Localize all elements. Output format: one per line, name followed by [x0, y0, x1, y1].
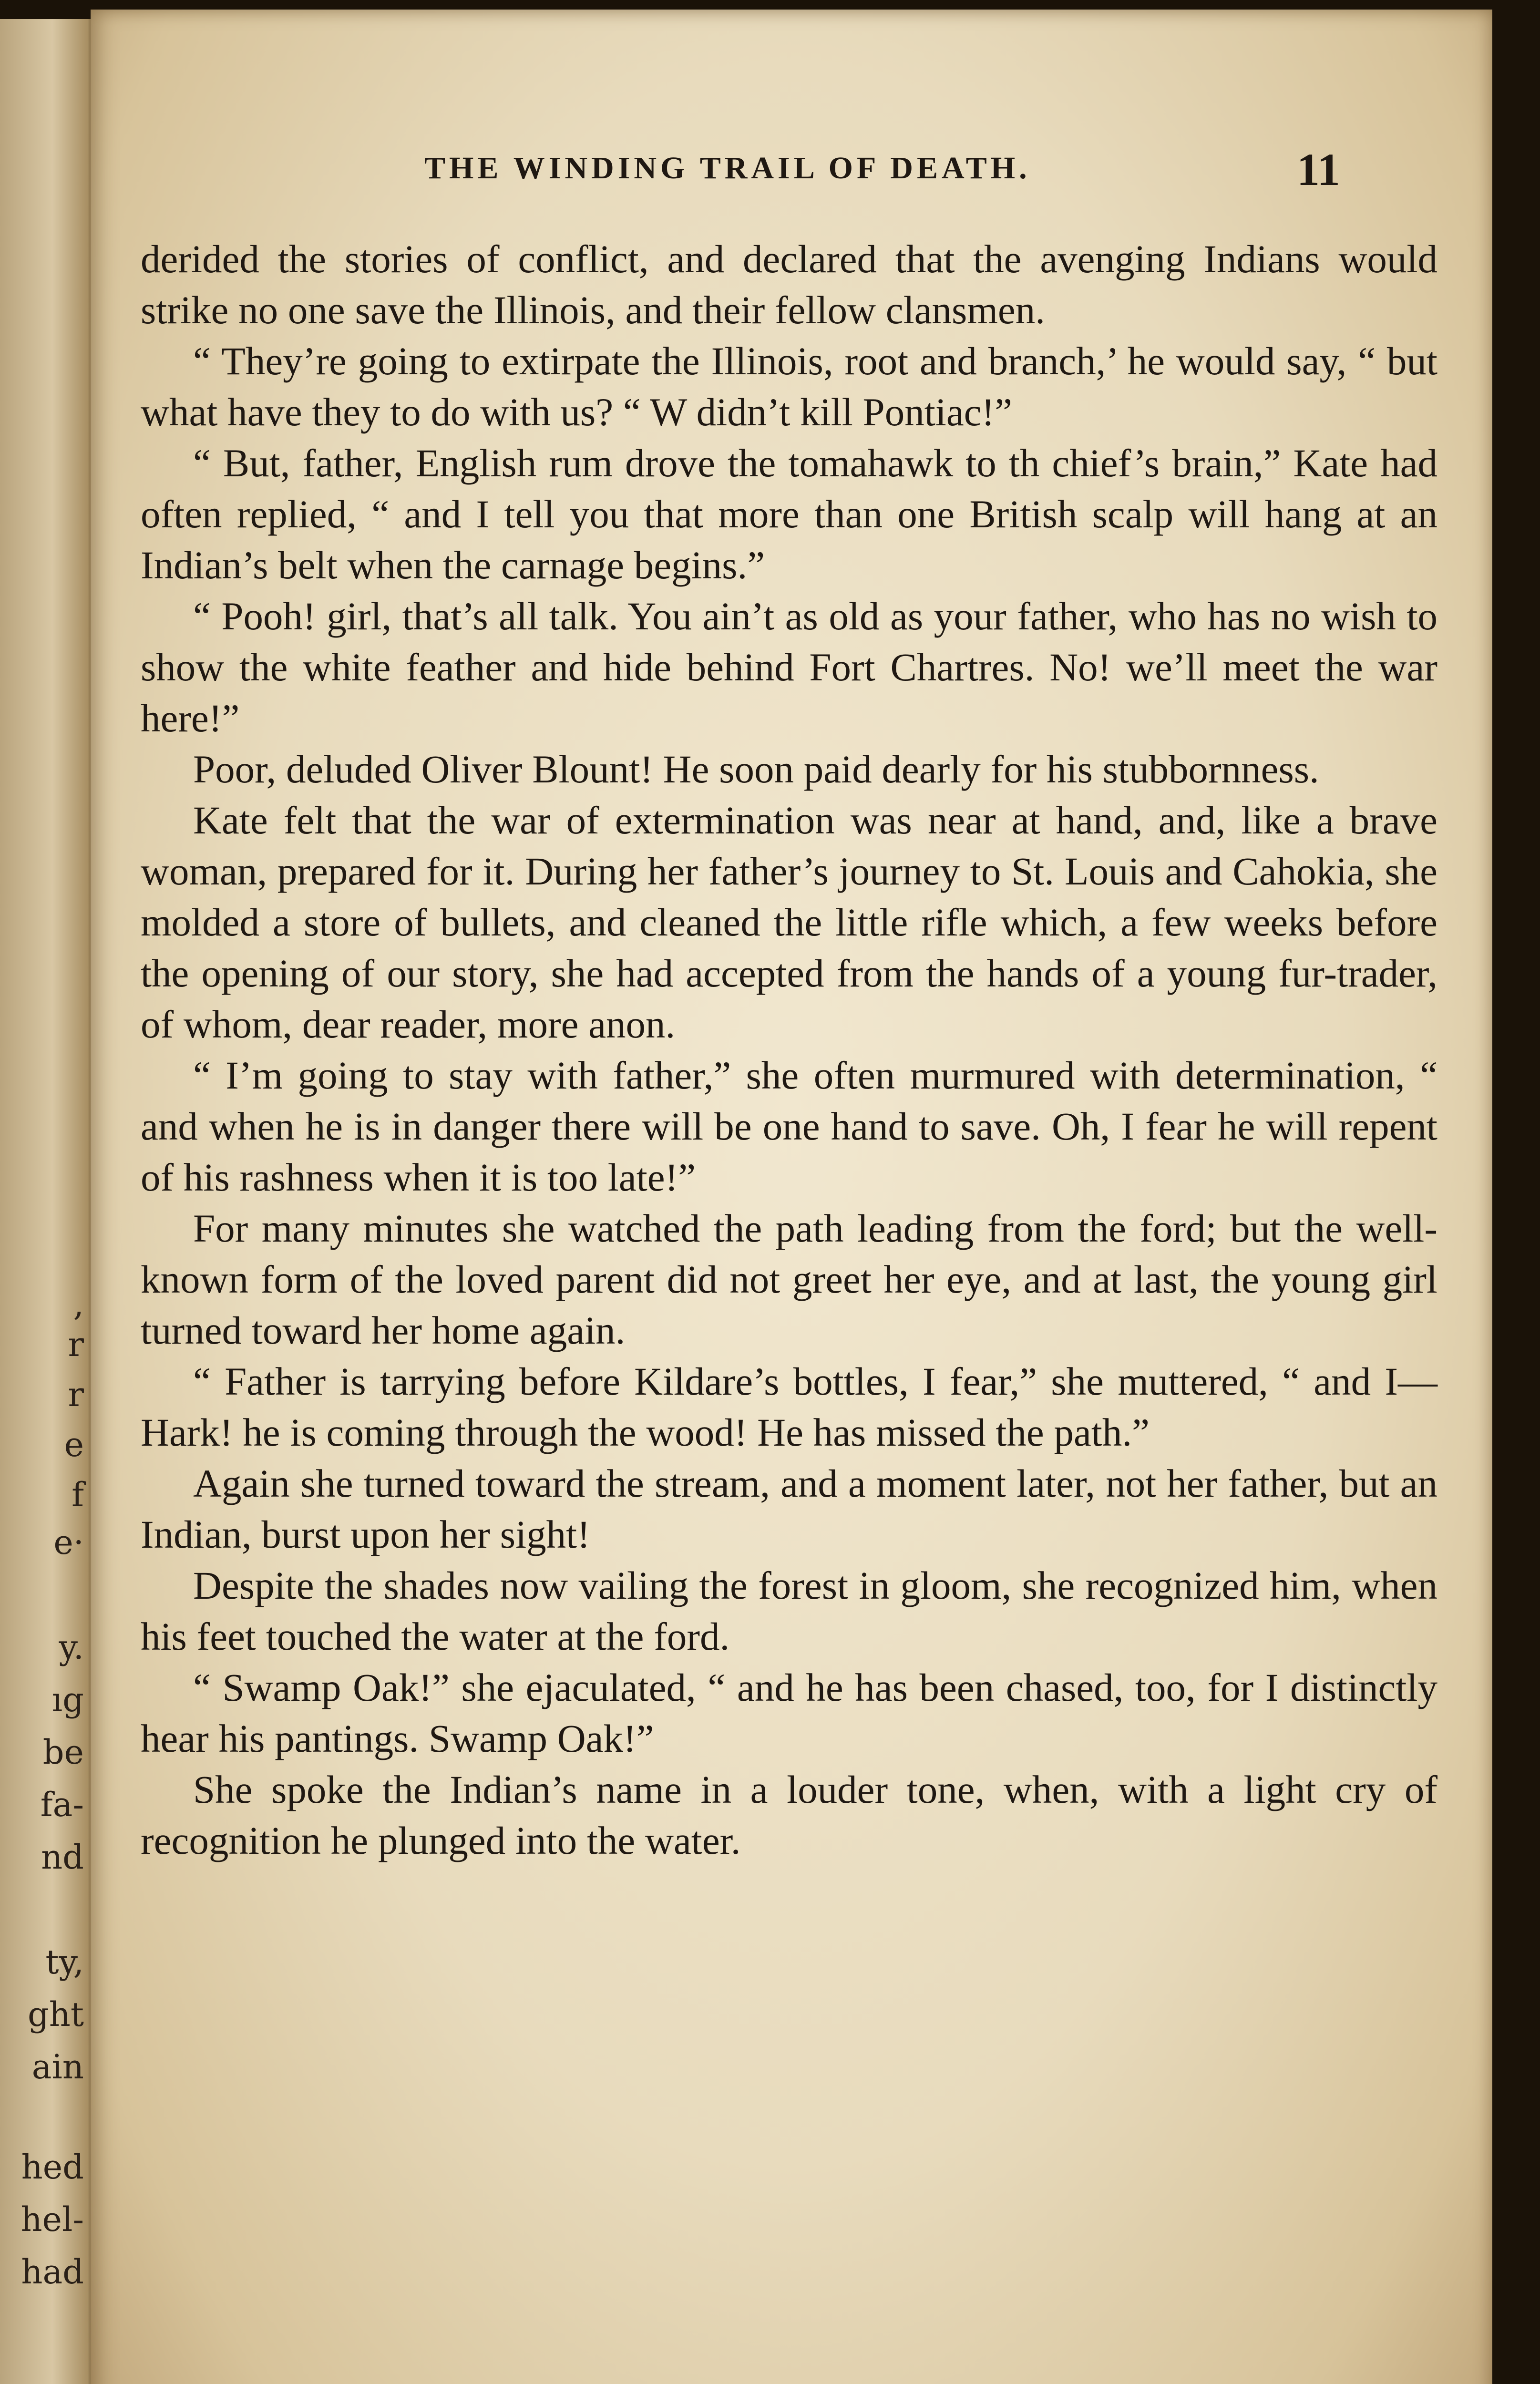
paragraph: “ Father is tarrying before Kildare’s bottles, I fear,” she muttered, “ and I— Hark! he is coming through the wood! He has missed the path.” [141, 1359, 1437, 1454]
prev-page-fragment: y. [59, 1628, 84, 1667]
paragraph: Despite the shades now vailing the forest in gloom, she recognized him, when his feet touched the water at the ford. [141, 1563, 1437, 1658]
prev-page-fragment: had [21, 2252, 84, 2292]
prev-page-fragment: ıg [51, 1680, 84, 1719]
page-number: 11 [1297, 144, 1340, 195]
paragraph: Kate felt that the war of extermination was near at hand, and, like a brave woman, prepared for it. During her father’s journey to St. Louis and Cahokia, she molded a store of bullets, and cleaned the little rifle which, a few weeks before the opening of our story, she had accepted from the hands of a young fur-trader, of whom, dear reader, more anon. [141, 798, 1437, 1046]
paragraph: derided the stories of conflict, and declared that the avenging Indians would strike no one save the Illinois, and their fellow clansmen. [141, 237, 1437, 332]
paragraph: “ Pooh! girl, that’s all talk. You ain’t as old as your father, who has no wish to show the white feather and hide behind Fort Chartres. No! we’ll meet the war here!” [141, 594, 1437, 740]
prev-page-fragment: f [72, 1475, 84, 1514]
paragraph: Poor, deluded Oliver Blount! He soon paid dearly for his stubbornness. [193, 747, 1319, 791]
paragraph: “ But, father, English rum drove the tomahawk to th chief’s brain,” Kate had often replied, “ and I tell you that more than one British scalp will hang at an Indian’s belt when the carnage begins.” [141, 441, 1437, 587]
prev-page-fragment: e [64, 1425, 84, 1464]
running-title: THE WINDING TRAIL OF DEATH. [424, 151, 1031, 185]
paragraph: “ They’re going to extirpate the Illinois, root and branch,’ he would say, “ but what have they to do with us? “ W didn’t kill Pontiac!” [141, 339, 1437, 434]
paragraph: Again she turned toward the stream, and a moment later, not her father, but an Indian, burst upon her sight! [141, 1461, 1437, 1556]
paragraph: “ I’m going to stay with father,” she often murmured with determination, “ and when he is in danger there will be one hand to save. Oh, I fear he will repent of his rashness when it is too late!” [141, 1053, 1437, 1199]
paragraph: For many minutes she watched the path leading from the ford; but the well-known form of the loved parent did not greet her eye, and at last, the young girl turned toward her home again. [141, 1206, 1437, 1352]
prev-page-fragment: ain [31, 2047, 84, 2086]
prev-page-fragment: hed [21, 2148, 84, 2187]
prev-page-fragment: nd [41, 1838, 84, 1877]
prev-page-fragment: e· [53, 1523, 84, 1562]
book-page [91, 10, 1492, 2384]
prev-page-fragment: ght [27, 1995, 84, 2034]
prev-page-fragment: r [68, 1375, 84, 1414]
prev-page-fragment: , [73, 1284, 84, 1324]
prev-page-fragment: fa- [40, 1785, 84, 1824]
previous-page-edge [0, 19, 95, 2384]
prev-page-fragment: hel- [21, 2200, 84, 2239]
prev-page-fragment: r [68, 1325, 84, 1364]
prev-page-fragment: ty, [45, 1942, 84, 1982]
page-header [91, 143, 1492, 195]
prev-page-fragment: be [42, 1733, 84, 1772]
paragraph: She spoke the Indian’s name in a louder tone, when, with a light cry of recognition he plunged into the water. [141, 1767, 1437, 1862]
paragraph: “ Swamp Oak!” she ejaculated, “ and he has been chased, too, for I distinctly hear his pantings. Swamp Oak!” [141, 1665, 1437, 1760]
body-text [141, 234, 1437, 1866]
